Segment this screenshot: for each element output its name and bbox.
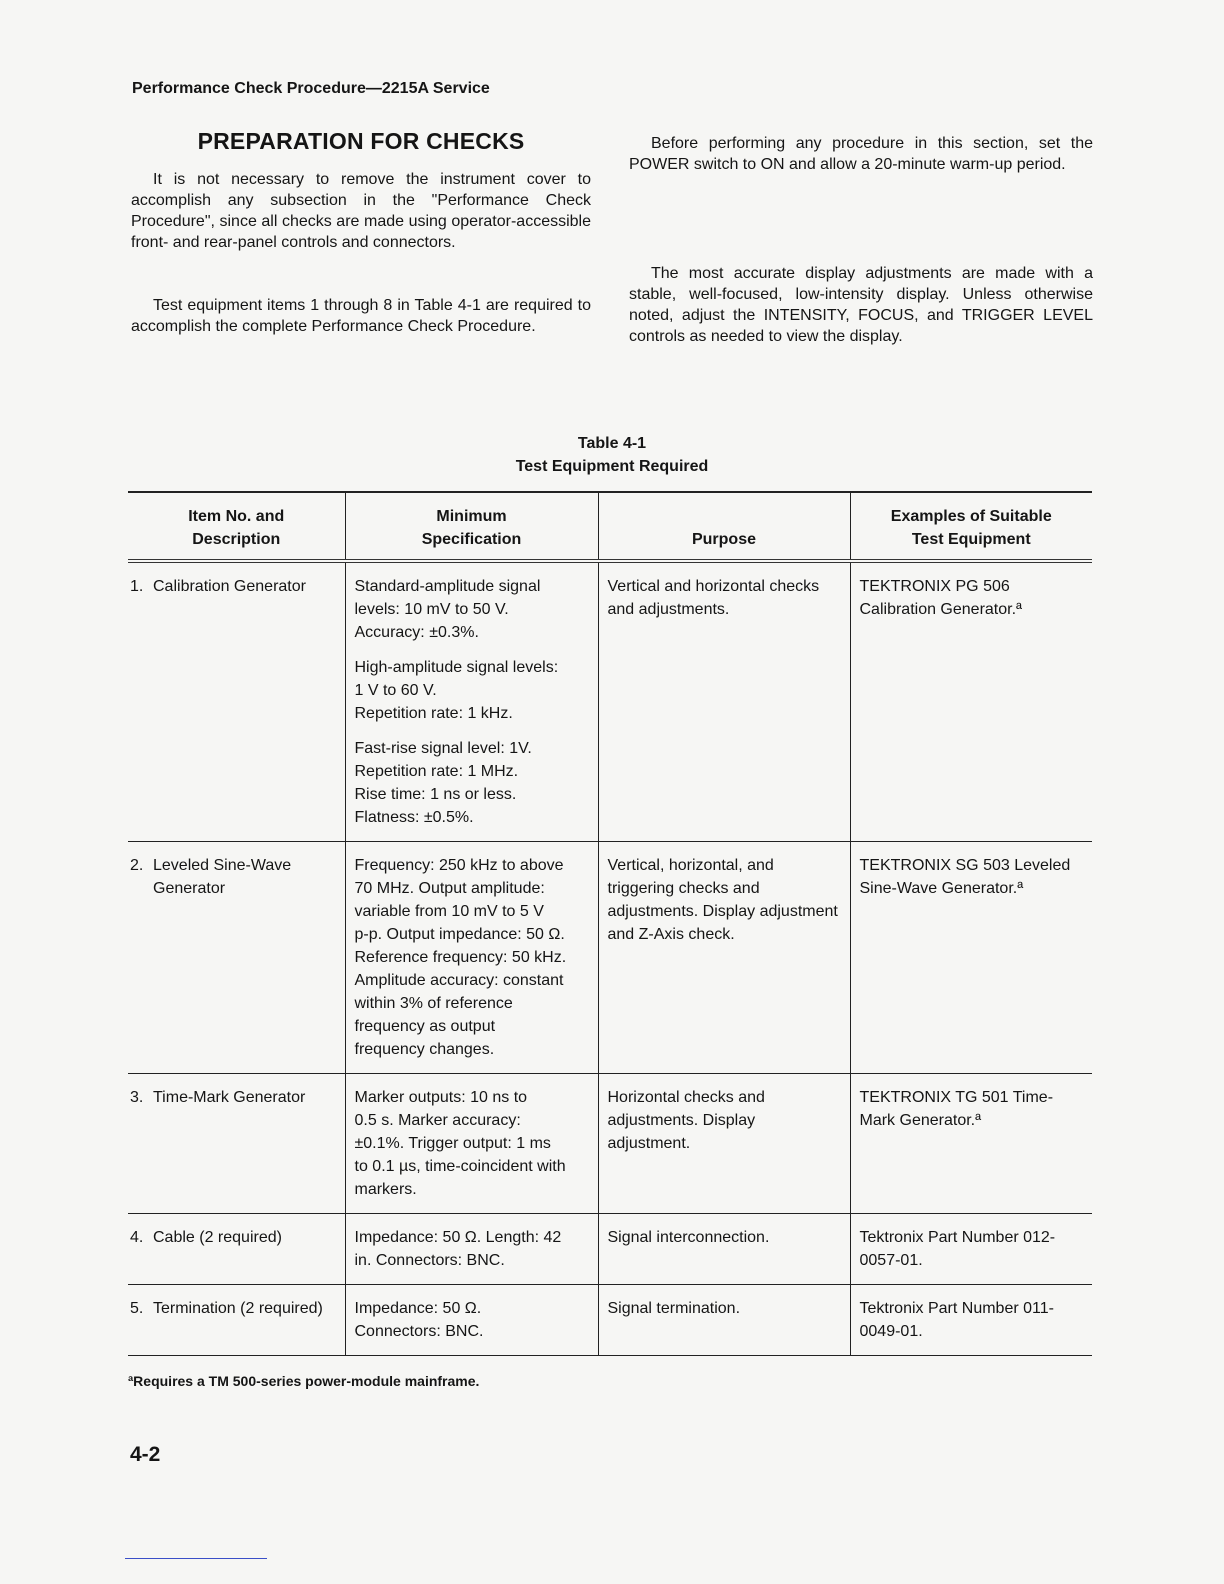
cell-purpose: Signal interconnection.: [598, 1214, 850, 1285]
spec-line: Repetition rate: 1 kHz.: [354, 705, 513, 722]
spec-line: Repetition rate: 1 MHz.: [354, 763, 519, 780]
spec-line: in. Connectors: BNC.: [354, 1252, 505, 1269]
table-header-row: [128, 492, 1092, 561]
item-number: 3.: [130, 1089, 144, 1106]
cell-specification: [345, 1074, 598, 1214]
item-description: Calibration Generator: [153, 578, 306, 595]
cell-example: Tektronix Part Number 011-0049-01.: [850, 1285, 1092, 1356]
item-description: Time-Mark Generator: [153, 1089, 306, 1106]
spec-line: 1 V to 60 V.: [354, 682, 437, 699]
bottom-rule: [125, 1558, 267, 1559]
item-description: Cable (2 required): [153, 1229, 282, 1246]
spec-line: Marker outputs: 10 ns to: [354, 1089, 528, 1106]
cell-example: Tektronix Part Number 012-0057-01.: [850, 1214, 1092, 1285]
paragraph-display-adjustments: The most accurate display adjustments are made with a stable, well-focused, low-intensity display. Unless otherwise noted, adjust the INTENSITY, FOCUS, and TRIGGER LEVEL controls as needed to view the display.: [629, 265, 1093, 345]
test-equipment-table: [128, 491, 1092, 1356]
cell-purpose: Vertical and horizontal checks and adjustments.: [598, 561, 850, 842]
cell-item: [128, 561, 345, 842]
table-row: [128, 1285, 1092, 1356]
header-line: Purpose: [691, 531, 756, 548]
cell-item: [128, 1074, 345, 1214]
spec-block: [355, 1226, 590, 1272]
spec-line: levels: 10 mV to 50 V.: [354, 601, 509, 618]
cell-item: [128, 842, 345, 1074]
header-line: Minimum: [436, 508, 507, 525]
cell-example: TEKTRONIX SG 503 Leveled Sine-Wave Generator.ª: [850, 842, 1092, 1074]
cell-purpose: Signal termination.: [598, 1285, 850, 1356]
cell-example: TEKTRONIX PG 506 Calibration Generator.ª: [850, 561, 1092, 842]
spec-line: Impedance: 50 Ω. Length: 42: [354, 1229, 562, 1246]
page-number: 4-2: [130, 1443, 161, 1466]
paragraph-cover-removal: It is not necessary to remove the instrument cover to accomplish any subsection in the "Performance Check Procedure", since all checks are made using operator-accessible front- and rear-panel controls and connectors.: [131, 171, 591, 251]
header-line: Item No. and: [188, 508, 285, 525]
header-examples: [850, 492, 1092, 561]
cell-example: TEKTRONIX TG 501 Time-Mark Generator.ª: [850, 1074, 1092, 1214]
spec-block: [355, 854, 590, 1061]
spec-line: p-p. Output impedance: 50 Ω.: [354, 926, 565, 943]
item-number: 2.: [130, 857, 144, 874]
item-description: Leveled Sine-Wave Generator: [153, 857, 292, 897]
table-title: Test Equipment Required: [515, 458, 709, 475]
spec-block: [355, 575, 590, 644]
spec-line: to 0.1 µs, time-coincident with: [354, 1158, 566, 1175]
spec-line: frequency as output: [354, 1018, 496, 1035]
spec-line: High-amplitude signal levels:: [354, 659, 559, 676]
right-column: [629, 133, 1093, 347]
header-item: [128, 492, 345, 561]
spec-block: [355, 737, 590, 829]
spec-line: within 3% of reference: [354, 995, 513, 1012]
spec-line: Amplitude accuracy: constant: [354, 972, 564, 989]
cell-specification: [345, 561, 598, 842]
section-title: PREPARATION FOR CHECKS: [197, 128, 525, 154]
spec-block: [355, 656, 590, 725]
header-line: Test Equipment: [911, 531, 1031, 548]
cell-specification: [345, 1285, 598, 1356]
item-description: Termination (2 required): [153, 1300, 323, 1317]
header-spec: [345, 492, 598, 561]
spec-line: markers.: [354, 1181, 417, 1198]
spec-block: [355, 1297, 590, 1343]
spec-line: 0.5 s. Marker accuracy:: [354, 1112, 521, 1129]
table-row: [128, 842, 1092, 1074]
spec-line: Fast-rise signal level: 1V.: [354, 740, 532, 757]
spec-line: Reference frequency: 50 kHz.: [354, 949, 567, 966]
spec-line: 70 MHz. Output amplitude:: [354, 880, 545, 897]
cell-specification: [345, 842, 598, 1074]
header-line: Examples of Suitable: [890, 508, 1052, 525]
spec-line: Rise time: 1 ns or less.: [354, 786, 517, 803]
running-head: Performance Check Procedure—2215A Service: [132, 80, 490, 97]
paragraph-warm-up: Before performing any procedure in this section, set the POWER switch to ON and allow a 20-minute warm-up period.: [629, 135, 1093, 173]
header-line: Description: [192, 531, 281, 548]
cell-item: [128, 1285, 345, 1356]
spec-line: Standard-amplitude signal: [354, 578, 541, 595]
spec-line: variable from 10 mV to 5 V: [354, 903, 544, 920]
spec-line: ±0.1%. Trigger output: 1 ms: [354, 1135, 551, 1152]
table-row: [128, 561, 1092, 842]
cell-purpose: Vertical, horizontal, and triggering checks and adjustments. Display adjustment and Z-Axis check.: [598, 842, 850, 1074]
item-number: 5.: [130, 1300, 144, 1317]
spec-line: Accuracy: ±0.3%.: [354, 624, 479, 641]
spec-line: Frequency: 250 kHz to above: [354, 857, 564, 874]
item-number: 1.: [130, 578, 144, 595]
table-row: [128, 1214, 1092, 1285]
table-number: Table 4-1: [577, 435, 647, 452]
cell-specification: [345, 1214, 598, 1285]
table-caption: [0, 432, 1224, 478]
spec-line: Impedance: 50 Ω.: [354, 1300, 482, 1317]
spec-line: Connectors: BNC.: [354, 1323, 484, 1340]
cell-item: [128, 1214, 345, 1285]
spec-line: Flatness: ±0.5%.: [354, 809, 474, 826]
spec-block: [355, 1086, 590, 1201]
table-footnote: ªRequires a TM 500-series power-module mainframe.: [128, 1373, 480, 1389]
item-number: 4.: [130, 1229, 144, 1246]
spec-line: frequency changes.: [354, 1041, 495, 1058]
cell-purpose: Horizontal checks and adjustments. Display adjustment.: [598, 1074, 850, 1214]
header-purpose: [598, 492, 850, 561]
paragraph-test-equipment: Test equipment items 1 through 8 in Table 4-1 are required to accomplish the complete Performance Check Procedure.: [131, 297, 591, 335]
header-line: Specification: [421, 531, 522, 548]
left-column: [131, 128, 591, 337]
table-row: [128, 1074, 1092, 1214]
